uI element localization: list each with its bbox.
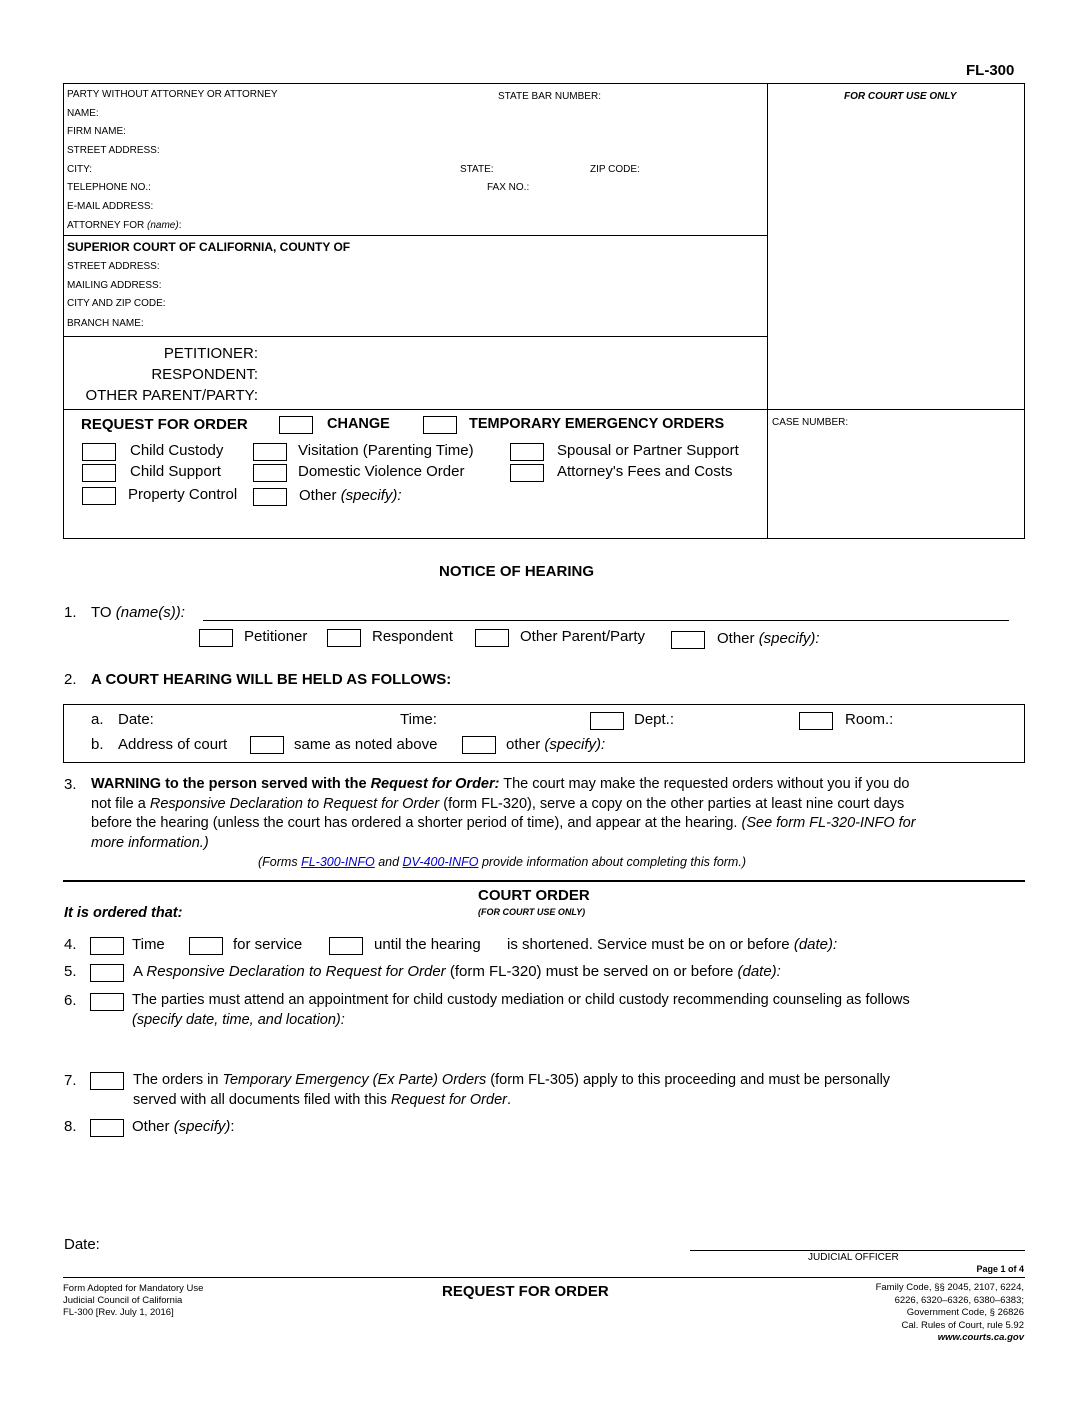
forms-info-line: (Forms FL-300-INFO and DV-400-INFO provide information about completing this form.)	[258, 855, 746, 869]
item1-number: 1.	[64, 604, 77, 621]
rfo-title: REQUEST FOR ORDER	[81, 416, 248, 433]
ordered-that-label: It is ordered that:	[64, 905, 183, 921]
item7-text: The orders in Temporary Emergency (Ex Parte) Orders (form FL-305) apply to this proceeding and must be personally served with all documents filed with this Request for Order.	[133, 1072, 891, 1108]
property-control-label: Property Control	[128, 486, 238, 503]
judicial-officer-label: JUDICIAL OFFICER	[808, 1252, 899, 1263]
firm-label: FIRM NAME:	[67, 126, 126, 137]
room-box[interactable]	[799, 712, 833, 730]
spousal-support-label: Spousal or Partner Support	[557, 442, 739, 459]
hearing-room-label: Room.:	[845, 711, 894, 728]
item8-checkbox[interactable]	[90, 1119, 124, 1137]
fl-300-info-link[interactable]: FL-300-INFO	[301, 855, 375, 869]
same-as-above-checkbox[interactable]	[250, 736, 284, 754]
dept-box[interactable]	[590, 712, 624, 730]
item2-title: A COURT HEARING WILL BE HELD AS FOLLOWS:	[91, 671, 452, 688]
court-cityzip-label: CITY AND ZIP CODE:	[67, 298, 166, 309]
item5-text: A Responsive Declaration to Request for Order (form FL-320) must be served on or before (date):	[133, 963, 781, 980]
party-header: PARTY WITHOUT ATTORNEY OR ATTORNEY	[67, 89, 278, 100]
temp-emergency-label: TEMPORARY EMERGENCY ORDERS	[469, 416, 725, 432]
respondent-label: RESPONDENT:	[151, 366, 258, 383]
other-address-label: other (specify):	[506, 736, 606, 753]
email-label: E-MAIL ADDRESS:	[67, 201, 154, 212]
same-as-above-label: same as noted above	[294, 736, 438, 753]
notice-petitioner-checkbox[interactable]	[199, 629, 233, 647]
child-support-label: Child Support	[130, 463, 221, 480]
other-option-label: Other (specify):	[299, 487, 402, 504]
telephone-label: TELEPHONE NO.:	[67, 182, 151, 193]
street-label: STREET ADDRESS:	[67, 145, 160, 156]
hearing-date-label: Date:	[118, 711, 154, 728]
petitioner-label: PETITIONER:	[163, 345, 258, 362]
notice-other-parent-label: Other Parent/Party	[520, 628, 646, 645]
state-bar-label: STATE BAR NUMBER:	[498, 91, 601, 102]
footer-rule	[63, 1277, 1025, 1278]
spousal-support-checkbox[interactable]	[510, 443, 544, 461]
court-address-label: Address of court	[118, 736, 228, 753]
notice-title: NOTICE OF HEARING	[439, 563, 595, 580]
caption-rule-3	[63, 409, 1025, 410]
child-support-checkbox[interactable]	[82, 464, 116, 482]
time-label: Time	[132, 936, 165, 953]
for-service-label: for service	[233, 936, 303, 953]
court-branch-label: BRANCH NAME:	[67, 318, 144, 329]
property-control-checkbox[interactable]	[82, 487, 116, 505]
item6-checkbox[interactable]	[90, 993, 124, 1011]
other-address-checkbox[interactable]	[462, 736, 496, 754]
until-hearing-checkbox[interactable]	[329, 937, 363, 955]
visitation-label: Visitation (Parenting Time)	[298, 442, 474, 459]
item7-number: 7.	[64, 1072, 77, 1089]
caption-rule-2	[63, 336, 768, 337]
notice-other-parent-checkbox[interactable]	[475, 629, 509, 647]
order-date-label: Date:	[64, 1236, 100, 1253]
notice-petitioner-label: Petitioner	[244, 628, 308, 645]
court-order-title: COURT ORDER	[478, 887, 590, 904]
court-street-label: STREET ADDRESS:	[67, 261, 160, 272]
form-number: FL-300	[966, 62, 1015, 79]
notice-respondent-label: Respondent	[372, 628, 453, 645]
item2-number: 2.	[64, 671, 77, 688]
court-mailing-label: MAILING ADDRESS:	[67, 280, 162, 291]
case-number-label: CASE NUMBER:	[772, 417, 849, 428]
dv-400-info-link[interactable]: DV-400-INFO	[402, 855, 479, 869]
item8-text: Other (specify):	[132, 1118, 235, 1135]
footer-title: REQUEST FOR ORDER	[442, 1283, 609, 1300]
item5-number: 5.	[64, 963, 77, 980]
item5-checkbox[interactable]	[90, 964, 124, 982]
hearing-a: a.	[91, 711, 104, 728]
for-service-checkbox[interactable]	[189, 937, 223, 955]
hearing-dept-label: Dept.:	[634, 711, 675, 728]
name-label: NAME:	[67, 108, 99, 119]
item3-number: 3.	[64, 776, 77, 793]
visitation-checkbox[interactable]	[253, 443, 287, 461]
temp-emergency-checkbox[interactable]	[423, 416, 457, 434]
shortened-label: is shortened. Service must be on or before (date):	[507, 936, 838, 953]
attorney-fees-checkbox[interactable]	[510, 464, 544, 482]
zip-label: ZIP CODE:	[590, 164, 640, 175]
time-checkbox[interactable]	[90, 937, 124, 955]
notice-respondent-checkbox[interactable]	[327, 629, 361, 647]
state-label: STATE:	[460, 164, 494, 175]
hearing-b: b.	[91, 736, 104, 753]
item8-number: 8.	[64, 1118, 77, 1135]
fax-label: FAX NO.:	[487, 182, 530, 193]
other-option-checkbox[interactable]	[253, 488, 287, 506]
judicial-officer-line[interactable]	[690, 1250, 1025, 1251]
child-custody-label: Child Custody	[130, 442, 224, 459]
footer-left: Form Adopted for Mandatory Use Judicial Council of California FL-300 [Rev. July 1, 2016]	[63, 1283, 204, 1318]
until-hearing-label: until the hearing	[374, 936, 481, 953]
court-title: SUPERIOR COURT OF CALIFORNIA, COUNTY OF	[67, 240, 351, 254]
dv-order-label: Domestic Violence Order	[298, 463, 465, 480]
attorney-for-label: ATTORNEY FOR (name):	[67, 220, 182, 231]
other-parent-label: OTHER PARENT/PARTY:	[85, 387, 258, 404]
court-order-subtitle: (FOR COURT USE ONLY)	[478, 907, 586, 917]
item6-text: The parties must attend an appointment for child custody mediation or child custody recommending counseling as follows (specify date, time, and location):	[132, 992, 910, 1028]
item1-to: TO (name(s)):	[91, 604, 185, 621]
warning-text: WARNING to the person served with the Request for Order: The court may make the requested orders without you if you do not file a Responsive Declaration to Request for Order (form FL-320), serve a copy on the other parties at least nine court days before the hearing (unless the court has ordered a shorter period of time), and appear at the hearing. (See form FL-320-INFO for more information.)	[91, 776, 916, 851]
change-checkbox[interactable]	[279, 416, 313, 434]
notice-other-checkbox[interactable]	[671, 631, 705, 649]
section-divider	[63, 880, 1025, 882]
court-use-label: FOR COURT USE ONLY	[844, 91, 957, 102]
city-label: CITY:	[67, 164, 93, 175]
attorney-fees-label: Attorney's Fees and Costs	[557, 463, 733, 480]
item1-name-line[interactable]	[203, 620, 1009, 621]
dv-order-checkbox[interactable]	[253, 464, 287, 482]
page-number: Page 1 of 4	[976, 1264, 1024, 1274]
item7-checkbox[interactable]	[90, 1072, 124, 1090]
caption-divider	[767, 83, 768, 539]
footer-right: Family Code, §§ 2045, 2107, 6224, 6226, 6320–6326, 6380–6383; Government Code, § 26826 Cal. Rules of Court, rule 5.92 www.courts.ca.gov	[875, 1282, 1024, 1343]
item4-number: 4.	[64, 936, 77, 953]
item6-number: 6.	[64, 992, 77, 1009]
caption-rule-1	[63, 235, 768, 236]
courts-website-link[interactable]: www.courts.ca.gov	[937, 1332, 1024, 1343]
hearing-time-label: Time:	[400, 711, 437, 728]
child-custody-checkbox[interactable]	[82, 443, 116, 461]
notice-other-label: Other (specify):	[717, 630, 820, 647]
change-label: CHANGE	[327, 416, 390, 432]
